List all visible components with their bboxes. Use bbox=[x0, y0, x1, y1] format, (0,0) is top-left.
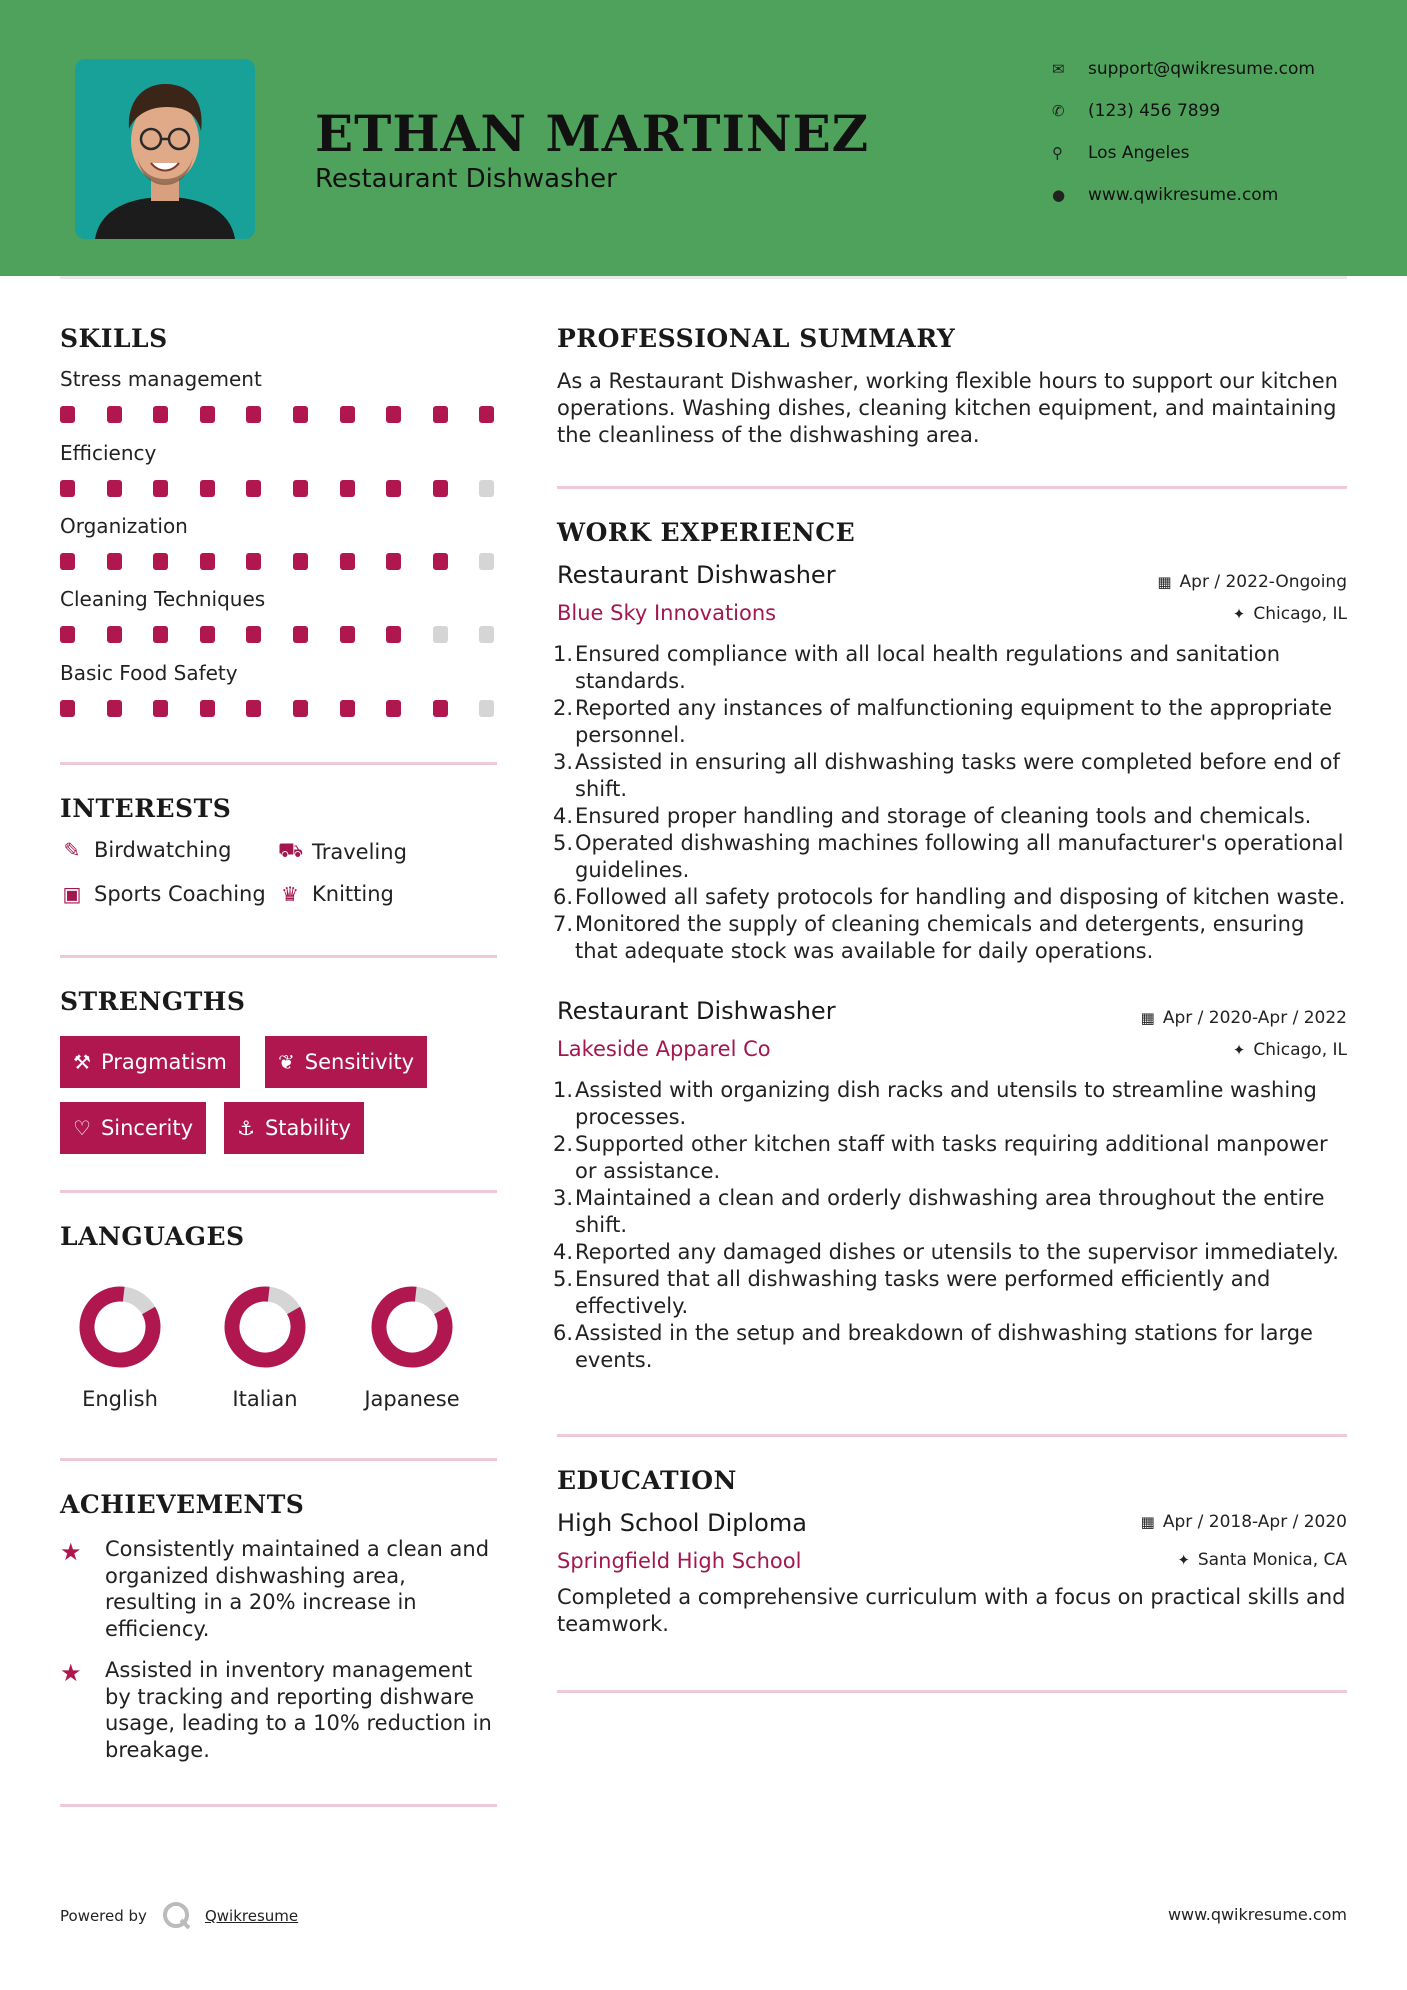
duty-item bbox=[553, 749, 1353, 803]
header-divider bbox=[60, 276, 1347, 279]
duty-number: 1. bbox=[553, 1078, 574, 1102]
duty-text: Assisted with organizing dish racks and utensils to streamline washing processes. bbox=[575, 1078, 1317, 1129]
skill-rating bbox=[60, 700, 500, 718]
job-duties bbox=[553, 1077, 1353, 1374]
language-ring-fill bbox=[78, 1285, 162, 1369]
duty-text: Maintained a clean and orderly dishwashing area throughout the entire shift. bbox=[575, 1186, 1325, 1237]
duty-text: Reported any damaged dishes or utensils to the supervisor immediately. bbox=[575, 1240, 1339, 1264]
rating-dot-filled bbox=[153, 406, 168, 423]
rating-dot-filled bbox=[340, 406, 355, 423]
phone-icon: ✆ bbox=[1052, 102, 1065, 120]
duty-item bbox=[553, 803, 1353, 830]
section-divider bbox=[60, 762, 497, 765]
envelope-icon: ✉ bbox=[1052, 60, 1065, 78]
heart-icon: ♡ bbox=[73, 1116, 91, 1140]
rating-dot-filled bbox=[107, 700, 122, 717]
duty-number: 4. bbox=[553, 804, 574, 828]
skill-name: Organization bbox=[60, 514, 188, 538]
rating-dot-filled bbox=[60, 480, 75, 497]
duty-text: Assisted in the setup and breakdown of dishwashing stations for large events. bbox=[575, 1321, 1313, 1372]
duty-text: Monitored the supply of cleaning chemicals and detergents, ensuring that adequate stock was available for daily operations. bbox=[575, 912, 1305, 963]
strength-tag bbox=[265, 1036, 427, 1088]
education-text: Completed a comprehensive curriculum with a focus on practical skills and teamwork. bbox=[557, 1585, 1346, 1636]
duty-number: 5. bbox=[553, 1267, 574, 1291]
map-pin-icon: ⚲ bbox=[1052, 144, 1063, 162]
duty-item bbox=[553, 1320, 1353, 1374]
duty-number: 1. bbox=[553, 642, 574, 666]
interest-item bbox=[278, 882, 394, 906]
duty-item bbox=[553, 1239, 1353, 1266]
calendar-icon: ▦ bbox=[1140, 1513, 1155, 1531]
duty-text: Ensured that all dishwashing tasks were performed efficiently and effectively. bbox=[575, 1267, 1271, 1318]
duty-text: Followed all safety protocols for handling and disposing of kitchen waste. bbox=[575, 885, 1346, 909]
section-divider bbox=[60, 1804, 497, 1807]
duty-item bbox=[553, 1266, 1353, 1320]
rating-dot-filled bbox=[60, 626, 75, 643]
rating-dot-filled bbox=[386, 626, 401, 643]
duty-number: 5. bbox=[553, 831, 574, 855]
interest-item bbox=[60, 882, 266, 906]
language-ring bbox=[223, 1285, 307, 1369]
briefcase-icon: ▣ bbox=[62, 882, 82, 906]
duty-text: Operated dishwashing machines following all manufacturer's operational guidelines. bbox=[575, 831, 1344, 882]
languages-heading: LANGUAGES bbox=[60, 1222, 245, 1251]
pencil-square-icon: ✎ bbox=[63, 838, 81, 862]
skill-name: Basic Food Safety bbox=[60, 661, 238, 685]
interest-item bbox=[60, 838, 231, 862]
duty-text: Reported any instances of malfunctioning equipment to the appropriate personnel. bbox=[575, 696, 1332, 747]
rating-dot-filled bbox=[107, 480, 122, 497]
rating-dot-filled bbox=[60, 406, 75, 423]
company-name: Blue Sky Innovations bbox=[557, 601, 777, 625]
contact-website-text: www.qwikresume.com bbox=[1088, 185, 1279, 205]
strength-tag bbox=[60, 1036, 240, 1088]
contact-email-text: support@qwikresume.com bbox=[1088, 59, 1315, 79]
section-divider bbox=[60, 1458, 497, 1461]
gavel-icon: ⚒ bbox=[73, 1050, 91, 1074]
section-divider bbox=[557, 486, 1347, 489]
header-banner bbox=[0, 0, 1407, 276]
rating-dot-empty bbox=[479, 700, 494, 717]
rating-dot-filled bbox=[386, 480, 401, 497]
contact-phone-text: (123) 456 7899 bbox=[1088, 101, 1221, 121]
rating-dot-filled bbox=[200, 480, 215, 497]
job-location bbox=[1233, 1040, 1347, 1060]
rating-dot-filled bbox=[246, 480, 261, 497]
education-date-text: Apr / 2018-Apr / 2020 bbox=[1162, 1512, 1347, 1532]
rating-dot-filled bbox=[433, 700, 448, 717]
rating-dot-filled bbox=[107, 553, 122, 570]
anchor-icon: ⚓ bbox=[237, 1116, 255, 1140]
rating-dot-filled bbox=[293, 626, 308, 643]
interest-label: Knitting bbox=[312, 882, 394, 906]
duty-text: Ensured compliance with all local health regulations and sanitation standards. bbox=[575, 642, 1281, 693]
rating-dot-filled bbox=[479, 406, 494, 423]
rating-dot-filled bbox=[340, 480, 355, 497]
rating-dot-filled bbox=[293, 406, 308, 423]
skill-rating bbox=[60, 480, 500, 498]
experience-heading: WORK EXPERIENCE bbox=[557, 518, 856, 547]
interest-label: Sports Coaching bbox=[94, 882, 266, 906]
strength-label: Stability bbox=[264, 1116, 351, 1140]
calendar-icon: ▦ bbox=[1140, 1009, 1155, 1027]
pin-icon: ✦ bbox=[1177, 1551, 1190, 1569]
strength-tag bbox=[60, 1102, 206, 1154]
calendar-icon: ▦ bbox=[1157, 573, 1172, 591]
summary-heading: PROFESSIONAL SUMMARY bbox=[557, 324, 956, 353]
duty-text: Supported other kitchen staff with tasks requiring additional manpower or assistance. bbox=[575, 1132, 1328, 1183]
education-location-text: Santa Monica, CA bbox=[1197, 1550, 1347, 1570]
star-icon: ★ bbox=[60, 1659, 82, 1687]
rating-dot-filled bbox=[293, 553, 308, 570]
duty-item bbox=[553, 911, 1353, 965]
interest-item bbox=[278, 838, 407, 865]
globe-icon: ● bbox=[1052, 186, 1066, 204]
contact-email[interactable] bbox=[1052, 58, 1372, 80]
qwikresume-logo-icon bbox=[161, 1900, 193, 1932]
strength-label: Sincerity bbox=[100, 1116, 194, 1140]
job-date-text: Apr / 2020-Apr / 2022 bbox=[1162, 1008, 1347, 1028]
rating-dot-filled bbox=[340, 553, 355, 570]
duty-number: 2. bbox=[553, 696, 574, 720]
footer-powered-by bbox=[60, 1900, 298, 1932]
rating-dot-filled bbox=[200, 626, 215, 643]
degree-title: High School Diploma bbox=[557, 1509, 807, 1537]
rating-dot-filled bbox=[246, 553, 261, 570]
binoculars-icon: ⛟ bbox=[278, 838, 304, 862]
language-ring-fill bbox=[370, 1285, 454, 1369]
qwikresume-link[interactable]: Qwikresume bbox=[204, 1907, 299, 1925]
pin-icon: ✦ bbox=[1232, 1041, 1246, 1059]
duty-item bbox=[553, 1131, 1353, 1185]
section-divider bbox=[557, 1690, 1347, 1693]
footer-url[interactable]: www.qwikresume.com bbox=[1167, 1905, 1347, 1924]
achievements-heading: ACHIEVEMENTS bbox=[60, 1490, 305, 1519]
education-heading: EDUCATION bbox=[557, 1466, 737, 1495]
language-label: Italian bbox=[232, 1387, 298, 1411]
powered-by-label: Powered by bbox=[60, 1907, 147, 1925]
job-date-text: Apr / 2022-Ongoing bbox=[1179, 572, 1347, 592]
candidate-title: Restaurant Dishwasher bbox=[315, 164, 617, 194]
rating-dot-filled bbox=[60, 553, 75, 570]
duty-item bbox=[553, 1077, 1353, 1131]
rating-dot-filled bbox=[200, 406, 215, 423]
rating-dot-filled bbox=[153, 553, 168, 570]
achievement-item bbox=[60, 1536, 500, 1642]
achievement-text: Assisted in inventory management by tracking and reporting dishware usage, leading to a 10% reduction in breakage. bbox=[105, 1658, 492, 1762]
job-location-text: Chicago, IL bbox=[1253, 604, 1347, 624]
rating-dot-filled bbox=[386, 700, 401, 717]
rating-dot-filled bbox=[246, 626, 261, 643]
rating-dot-filled bbox=[107, 626, 122, 643]
interests-heading: INTERESTS bbox=[60, 794, 232, 823]
strength-label: Sensitivity bbox=[304, 1050, 415, 1074]
star-icon: ★ bbox=[60, 1538, 82, 1566]
leaf-icon: ❦ bbox=[278, 1050, 295, 1074]
skill-rating bbox=[60, 626, 500, 644]
achievement-item bbox=[60, 1657, 500, 1763]
duty-item bbox=[553, 695, 1353, 749]
rating-dot-filled bbox=[60, 700, 75, 717]
section-divider bbox=[557, 1434, 1347, 1437]
job-title: Restaurant Dishwasher bbox=[557, 561, 836, 589]
section-divider bbox=[60, 955, 497, 958]
duty-item bbox=[553, 830, 1353, 884]
rating-dot-filled bbox=[293, 700, 308, 717]
pin-icon: ✦ bbox=[1232, 605, 1246, 623]
skill-rating bbox=[60, 553, 500, 571]
duty-item bbox=[553, 641, 1353, 695]
job-date bbox=[1157, 572, 1347, 592]
duty-number: 3. bbox=[553, 750, 574, 774]
job-location-text: Chicago, IL bbox=[1253, 1040, 1347, 1060]
duty-text: Assisted in ensuring all dishwashing tasks were completed before end of shift. bbox=[575, 750, 1340, 801]
duty-number: 3. bbox=[553, 1186, 574, 1210]
language-ring-fill bbox=[223, 1285, 307, 1369]
profile-photo bbox=[75, 59, 255, 239]
strength-tag bbox=[224, 1102, 364, 1154]
school-name: Springfield High School bbox=[557, 1549, 802, 1573]
interest-label: Birdwatching bbox=[94, 838, 232, 862]
summary-text: As a Restaurant Dishwasher, working flexible hours to support our kitchen operations. Washing dishes, cleaning kitchen equipment, and maintaining the cleanliness of the dishwashing area. bbox=[557, 369, 1338, 447]
rating-dot-filled bbox=[433, 480, 448, 497]
job-title: Restaurant Dishwasher bbox=[557, 997, 836, 1025]
skill-rating bbox=[60, 406, 500, 424]
duty-number: 7. bbox=[553, 912, 574, 936]
contact-location-text: Los Angeles bbox=[1088, 143, 1190, 163]
skills-heading: SKILLS bbox=[60, 324, 168, 353]
duty-item bbox=[553, 1185, 1353, 1239]
strength-label: Pragmatism bbox=[100, 1050, 227, 1074]
rating-dot-filled bbox=[153, 480, 168, 497]
rating-dot-filled bbox=[246, 406, 261, 423]
rating-dot-filled bbox=[200, 700, 215, 717]
duty-number: 6. bbox=[553, 1321, 574, 1345]
contact-phone[interactable] bbox=[1052, 100, 1372, 122]
section-divider bbox=[60, 1190, 497, 1193]
rating-dot-filled bbox=[433, 553, 448, 570]
rating-dot-filled bbox=[340, 626, 355, 643]
skill-name: Efficiency bbox=[60, 441, 157, 465]
rating-dot-empty bbox=[479, 553, 494, 570]
skill-name: Stress management bbox=[60, 367, 262, 391]
rating-dot-empty bbox=[433, 626, 448, 643]
rating-dot-filled bbox=[386, 553, 401, 570]
duty-number: 6. bbox=[553, 885, 574, 909]
job-date bbox=[1141, 1008, 1347, 1028]
strengths-heading: STRENGTHS bbox=[60, 987, 246, 1016]
duty-text: Ensured proper handling and storage of cleaning tools and chemicals. bbox=[575, 804, 1312, 828]
contact-location bbox=[1052, 142, 1372, 164]
rating-dot-filled bbox=[293, 480, 308, 497]
duty-item bbox=[553, 884, 1353, 911]
rating-dot-empty bbox=[479, 626, 494, 643]
rating-dot-filled bbox=[153, 626, 168, 643]
company-name: Lakeside Apparel Co bbox=[557, 1037, 771, 1061]
rating-dot-filled bbox=[386, 406, 401, 423]
trophy-icon: ♛ bbox=[281, 882, 299, 906]
skill-name: Cleaning Techniques bbox=[60, 587, 266, 611]
education-location bbox=[1177, 1550, 1347, 1570]
rating-dot-filled bbox=[153, 700, 168, 717]
language-ring bbox=[370, 1285, 454, 1369]
rating-dot-filled bbox=[200, 553, 215, 570]
achievement-text: Consistently maintained a clean and organized dishwashing area, resulting in a 20% increase in efficiency. bbox=[105, 1537, 490, 1641]
job-duties bbox=[553, 641, 1353, 965]
duty-number: 2. bbox=[553, 1132, 574, 1156]
rating-dot-empty bbox=[479, 480, 494, 497]
job-location bbox=[1233, 604, 1347, 624]
rating-dot-filled bbox=[246, 700, 261, 717]
candidate-name: ETHAN MARTINEZ bbox=[315, 104, 870, 163]
interest-label: Traveling bbox=[312, 839, 407, 864]
language-ring bbox=[78, 1285, 162, 1369]
rating-dot-filled bbox=[107, 406, 122, 423]
duty-number: 4. bbox=[553, 1240, 574, 1264]
education-date bbox=[1141, 1512, 1347, 1532]
rating-dot-filled bbox=[433, 406, 448, 423]
language-label: Japanese bbox=[364, 1387, 460, 1411]
rating-dot-filled bbox=[340, 700, 355, 717]
language-label: English bbox=[82, 1387, 158, 1411]
contact-website[interactable] bbox=[1052, 184, 1372, 206]
